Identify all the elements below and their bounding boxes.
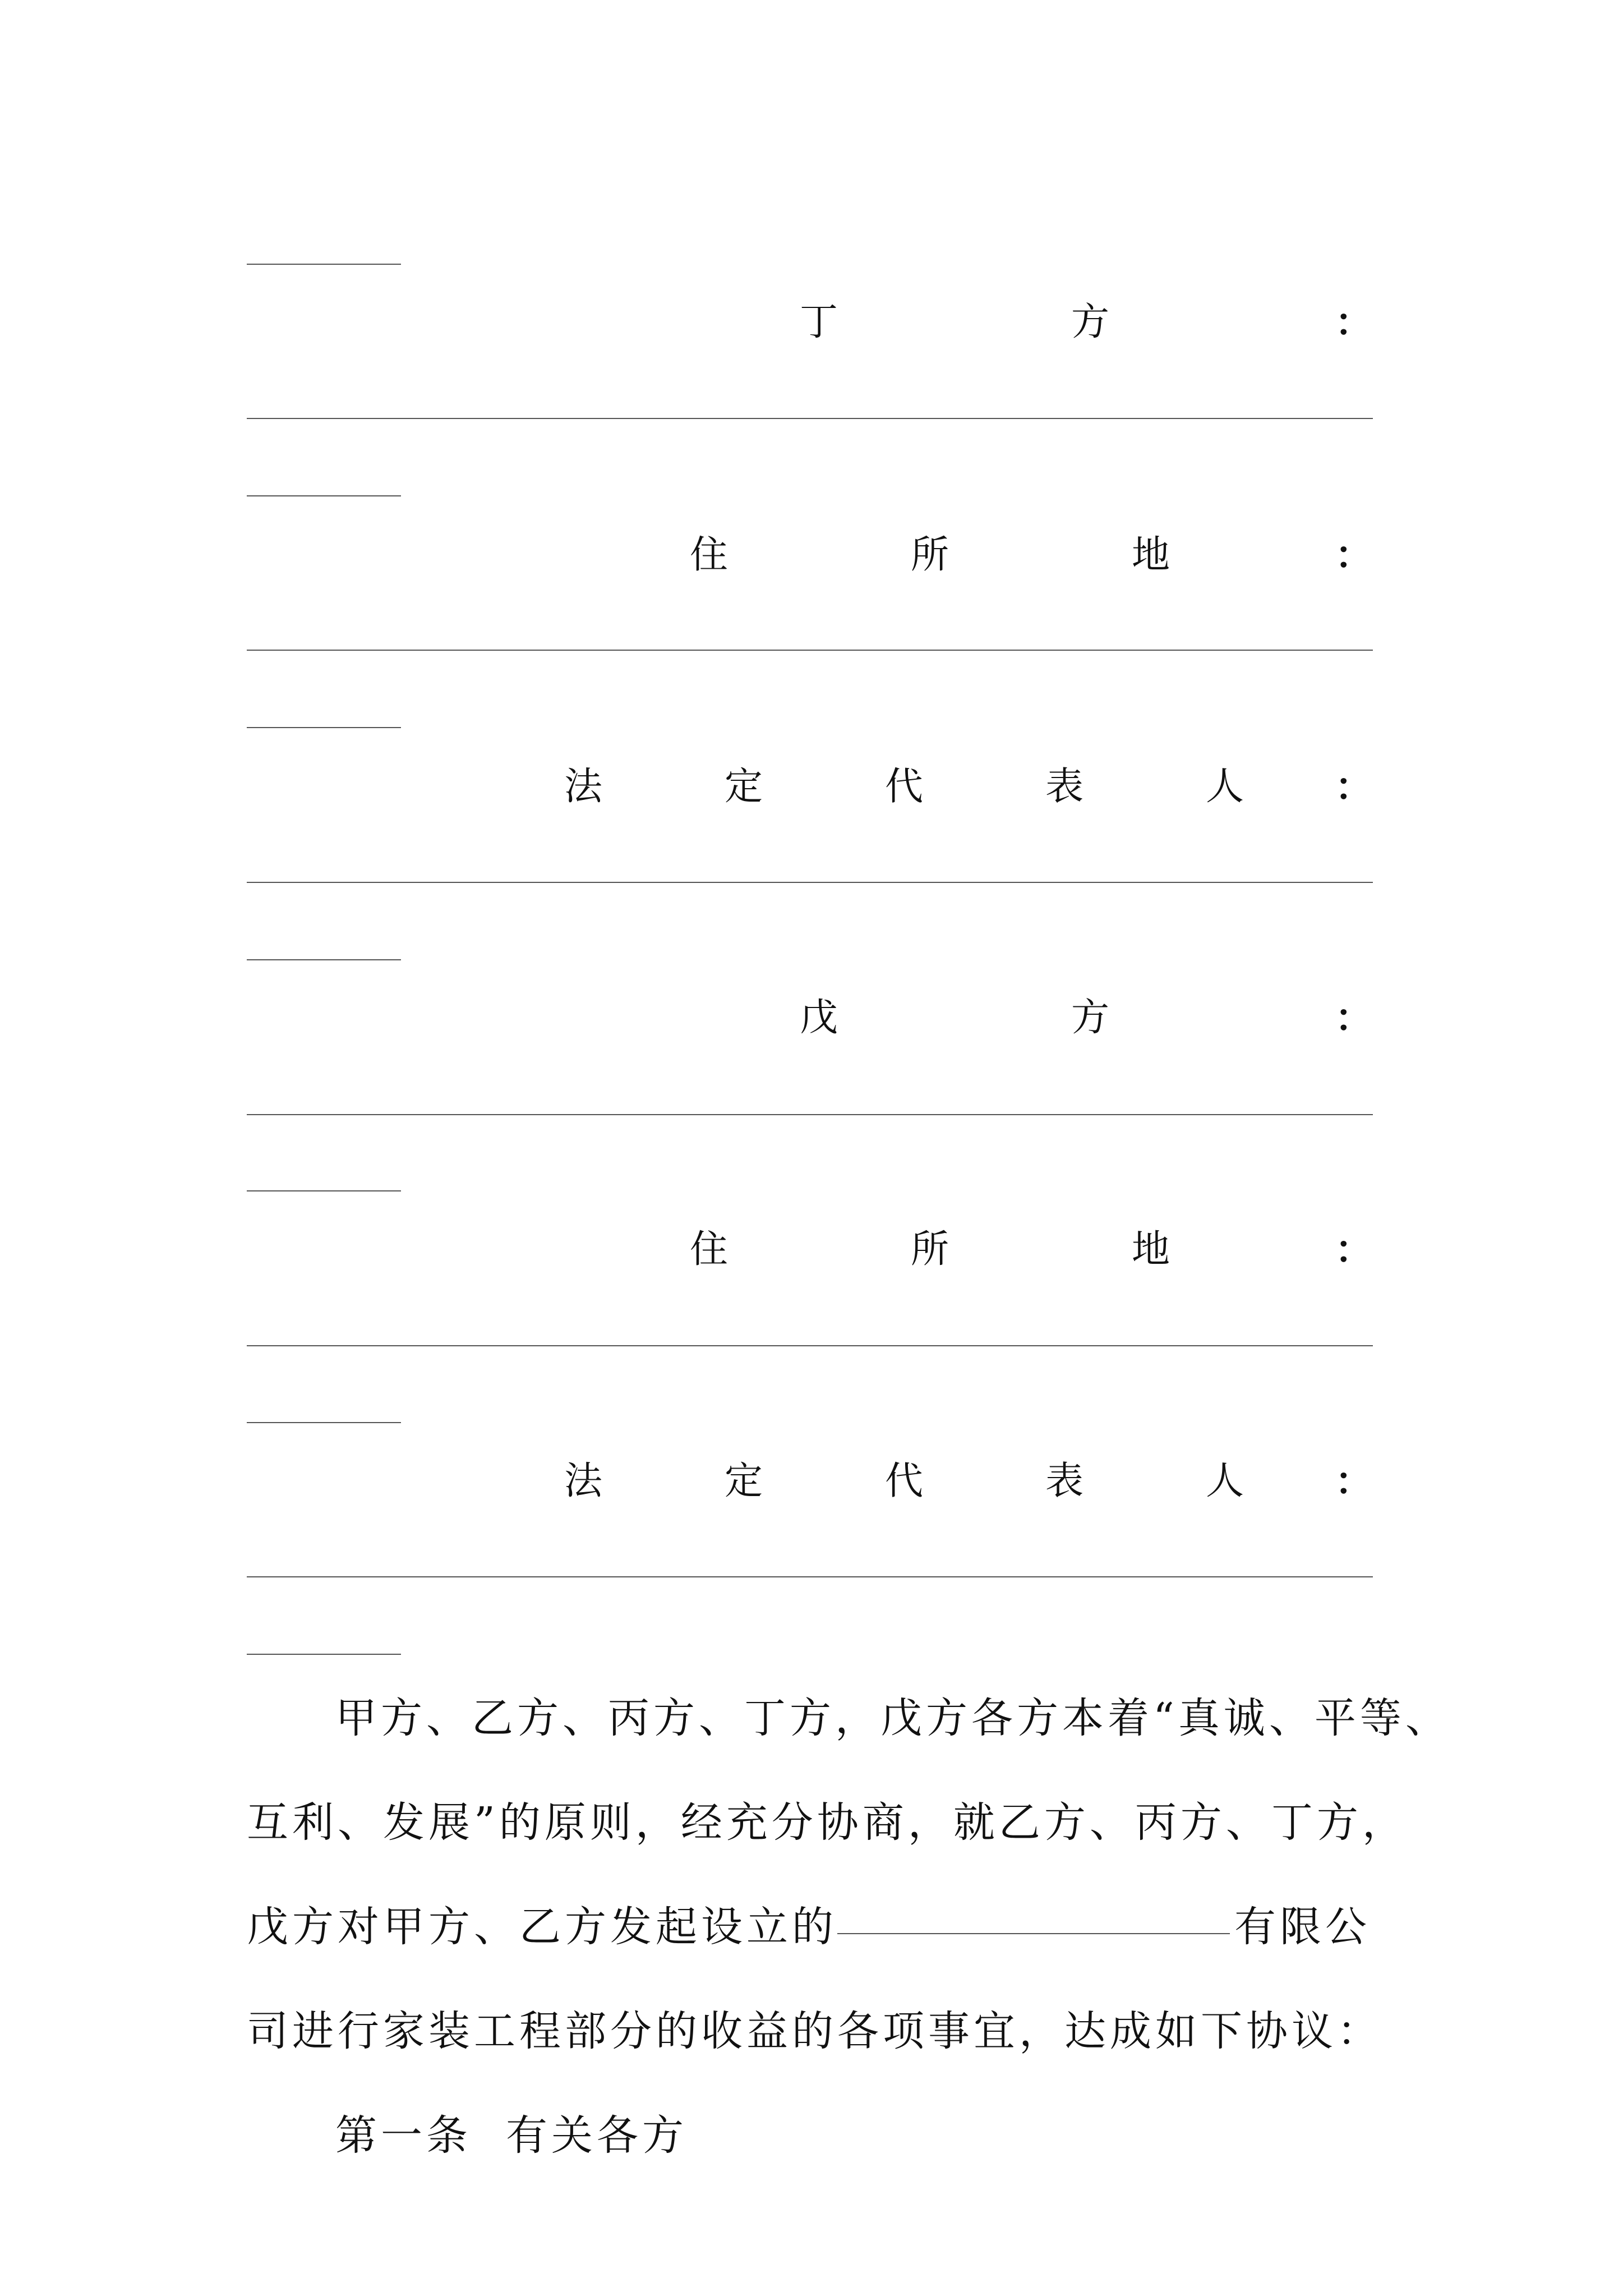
field-char: 丁 (800, 300, 838, 344)
field-char: 所 (911, 533, 949, 577)
company-name-blank (837, 1933, 1230, 1934)
field-row-legal-representative (247, 1456, 1373, 1507)
fill-in-line (247, 1114, 1373, 1115)
field-char: 定 (725, 1459, 763, 1503)
field-colon: ： (1334, 300, 1373, 345)
signature-short-line (247, 959, 401, 960)
field-char: 方 (1071, 996, 1110, 1040)
field-char: 人 (1206, 765, 1244, 809)
field-char: 住 (690, 533, 728, 577)
field-colon: ： (1334, 1459, 1373, 1504)
signature-short-line (247, 727, 401, 728)
field-row-legal-representative (247, 762, 1373, 812)
paragraph-text: 戊方对甲方、乙方发起设立的 (247, 1903, 837, 1951)
field-row-party-d (247, 297, 1373, 348)
field-row-party-e (247, 993, 1373, 1043)
field-char: 地 (1132, 533, 1170, 577)
fill-in-line (247, 1576, 1373, 1577)
signature-short-line (247, 264, 401, 265)
field-row-address (247, 530, 1373, 581)
paragraph-text: 有限公 (1234, 1903, 1371, 1951)
signature-short-line (247, 1422, 401, 1423)
field-char: 代 (885, 1459, 924, 1503)
agreement-paragraph (247, 1666, 1451, 2188)
field-colon: ： (1334, 765, 1373, 809)
field-row-address (247, 1225, 1373, 1275)
field-char: 地 (1132, 1227, 1170, 1272)
field-char: 定 (725, 765, 763, 809)
paragraph-line: 互利、发展”的原则，经充分协商，就乙方、丙方、丁方， (247, 1798, 1408, 1847)
signature-short-line (247, 1190, 401, 1191)
field-colon: ： (1334, 996, 1373, 1041)
field-char: 方 (1071, 300, 1110, 344)
fill-in-line (247, 418, 1373, 419)
field-char: 法 (564, 765, 603, 809)
field-char: 所 (911, 1227, 949, 1272)
article-title: 第一条 有关各方 (335, 2111, 688, 2160)
field-char: 人 (1206, 1459, 1244, 1503)
field-char: 戊 (800, 996, 838, 1040)
paragraph-text: 甲方、乙方、丙方、丁方，戊方各方本着“真诚、平等、 (335, 1694, 1451, 1742)
field-char: 表 (1045, 1459, 1084, 1503)
field-char: 代 (885, 765, 924, 809)
field-colon: ： (1334, 1227, 1373, 1272)
field-colon: ： (1334, 533, 1373, 578)
paragraph-line: 司进行家装工程部分的收益的各项事宜，达成如下协议： (247, 2007, 1382, 2055)
fill-in-line (247, 1345, 1373, 1346)
fill-in-line (247, 882, 1373, 883)
article-heading-line (247, 2083, 1391, 2188)
signature-short-line (247, 1654, 401, 1655)
field-char: 表 (1045, 765, 1084, 809)
field-char: 住 (690, 1227, 728, 1272)
paragraph-line (247, 1666, 1451, 1770)
paragraph-line (247, 1875, 1391, 1979)
signature-short-line (247, 495, 401, 496)
field-char: 法 (564, 1459, 603, 1503)
fill-in-line (247, 650, 1373, 651)
